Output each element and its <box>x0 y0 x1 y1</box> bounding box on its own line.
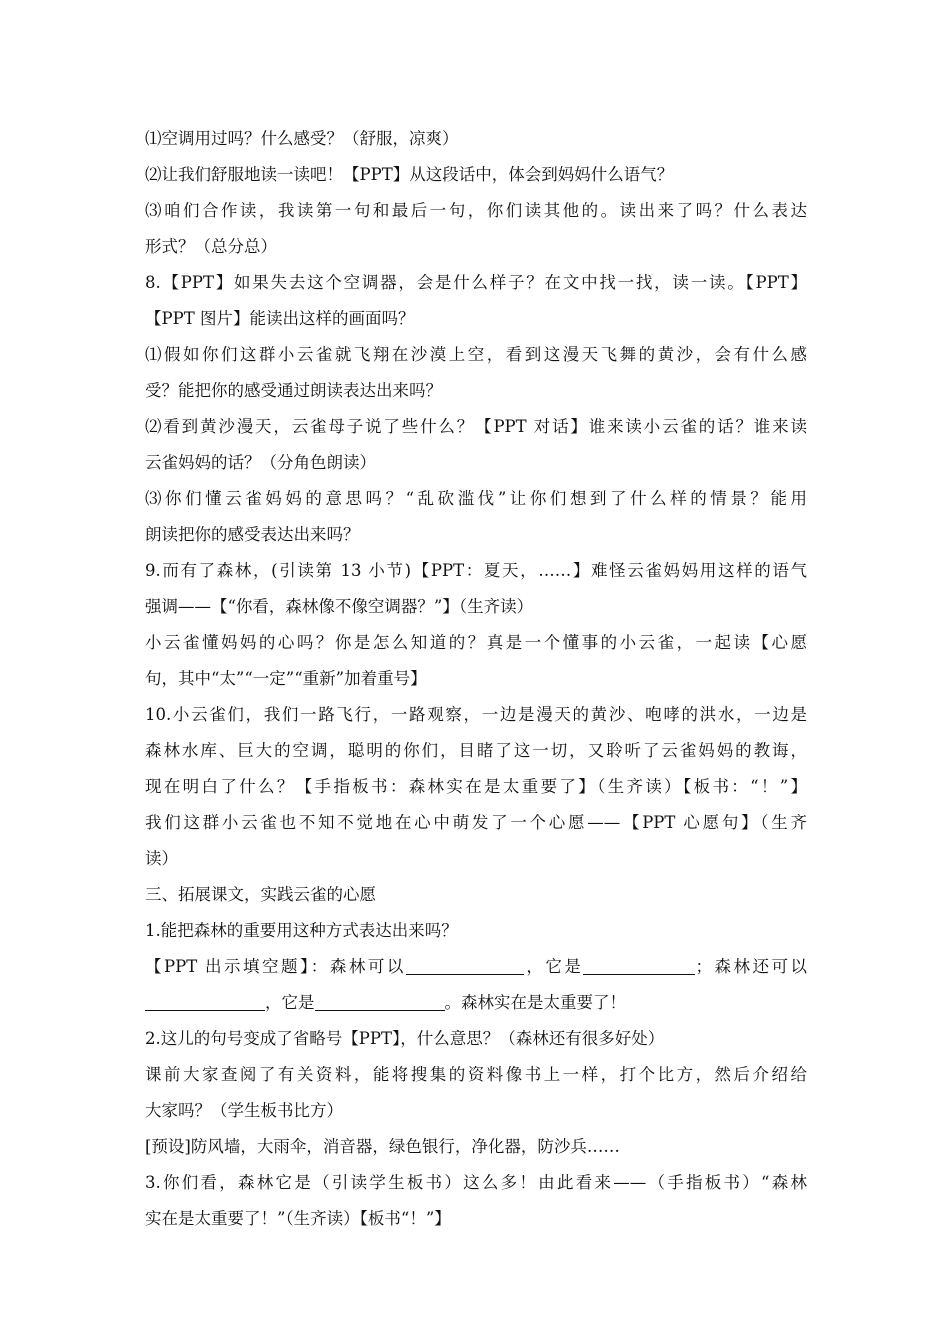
text-line: 读） <box>145 849 178 868</box>
text-line: 实在是太重要了！”（生齐读）【板书“！”】 <box>145 1209 451 1228</box>
section-heading: 三、拓展课文，实践云雀的心愿 <box>145 885 376 904</box>
text-line: 强调——【“你看，森林像不像空调器？”】（生齐读） <box>145 597 534 616</box>
blank-underline <box>583 956 695 975</box>
text-line: 10.小云雀们，我们一路飞行，一路观察，一边是漫天的黄沙、咆哮的洪水，一边是 <box>145 705 807 724</box>
text-line: ⑵看到黄沙漫天，云雀母子说了些什么？【PPT 对话】谁来读小云雀的话？谁来读 <box>145 417 807 436</box>
text-line: ⑵让我们舒服地读一读吧！【PPT】从这段话中，体会到妈妈什么语气？ <box>145 165 674 184</box>
text-line: 句，其中“太”“一定”“重新”加着重号】 <box>145 669 427 688</box>
text-line: 8.【PPT】如果失去这个空调器，会是什么样子？在文中找一找，读一读。【PPT】 <box>145 273 807 292</box>
text-line: 【PPT 图片】能读出这样的画面吗？ <box>145 309 415 328</box>
text-line: 1.能把森林的重要用这种方式表达出来吗？ <box>145 921 458 940</box>
text-line: 形式？（总分总） <box>145 237 277 256</box>
fill-blank-text: ，它是 <box>265 993 315 1012</box>
text-line: ⑶你们懂云雀妈妈的意思吗？“乱砍滥伐”让你们想到了什么样的情景？能用 <box>145 489 807 508</box>
fill-blank-text: 【PPT 出示填空题】：森林可以 <box>145 957 406 976</box>
text-line: 我们这群小云雀也不知不觉地在心中萌发了一个心愿——【PPT 心愿句】（生齐 <box>145 813 807 832</box>
fill-blank-text: ，它是 <box>523 957 584 976</box>
text-line: 3.你们看，森林它是（引读学生板书）这么多！由此看来——（手指板书）“森林 <box>145 1173 807 1192</box>
text-line: 9.而有了森林，(引读第 13 小节)【PPT：夏天，……】难怪云雀妈妈用这样的语气 <box>145 561 807 580</box>
text-line: 课前大家查阅了有关资料，能将搜集的资料像书上一样，打个比方，然后介绍给 <box>145 1065 807 1084</box>
text-line: 森林水库、巨大的空调，聪明的你们，目睹了这一切，又聆听了云雀妈妈的教诲， <box>145 741 807 760</box>
text-line: 云雀妈妈的话？（分角色朗读） <box>145 453 376 472</box>
text-line: 2.这儿的句号变成了省略号【PPT】，什么意思？（森林还有很多好处） <box>145 1029 665 1048</box>
lesson-plan-body <box>145 121 807 1237</box>
text-line: 现在明白了什么？【手指板书：森林实在是太重要了】（生齐读）【板书：“！”】 <box>145 777 807 796</box>
fill-blank-text: ；森林还可以 <box>695 957 808 976</box>
text-line: [预设]防风墙，大雨伞，消音器，绿色银行，净化器，防沙兵…… <box>145 1137 620 1156</box>
text-line: ⑴空调用过吗？什么感受？（舒服，凉爽） <box>145 129 459 148</box>
blank-underline <box>315 992 445 1011</box>
fill-blank-line-2 <box>145 985 807 1021</box>
fill-blank-line-1 <box>145 949 807 985</box>
text-line: 大家吗？（学生板书比方） <box>145 1101 343 1120</box>
text-line: 受？能把你的感受通过朗读表达出来吗？ <box>145 381 442 400</box>
blank-underline <box>406 956 524 975</box>
text-line: 小云雀懂妈妈的心吗？你是怎么知道的？真是一个懂事的小云雀，一起读【心愿 <box>145 633 807 652</box>
text-line: ⑶咱们合作读，我读第一句和最后一句，你们读其他的。读出来了吗？什么表达 <box>145 201 807 220</box>
blank-underline <box>145 992 265 1011</box>
fill-blank-text: 。森林实在是太重要了！ <box>444 993 626 1012</box>
text-line: ⑴假如你们这群小云雀就飞翔在沙漠上空，看到这漫天飞舞的黄沙，会有什么感 <box>145 345 807 364</box>
text-line: 朗读把你的感受表达出来吗？ <box>145 525 360 544</box>
